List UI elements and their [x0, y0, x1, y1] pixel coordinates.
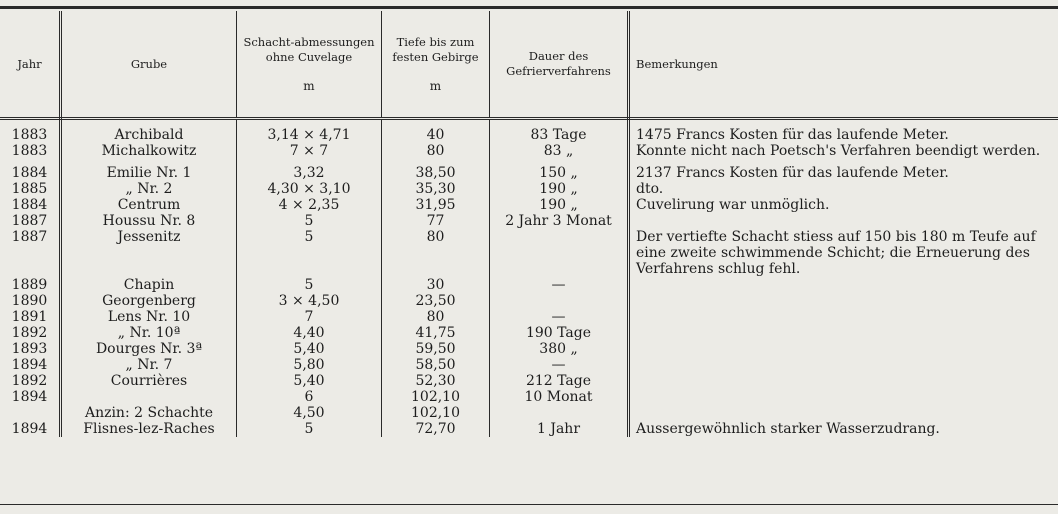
- cell-tiefe: 31,95: [382, 197, 490, 213]
- table-row: [0, 373, 1058, 389]
- cell-grube: „ Nr. 7: [61, 357, 237, 373]
- cell-bemerkungen: Konnte nicht nach Poetsch's Verfahren beendigt werden.: [636, 143, 1041, 159]
- cell-grube: Michalkowitz: [61, 143, 237, 159]
- table-row: [0, 341, 1058, 357]
- table-row: [0, 165, 1058, 181]
- cell-grube: [61, 389, 237, 405]
- table-row: [0, 197, 1058, 213]
- cell-jahr: 1884: [0, 197, 61, 213]
- cell-bemerkungen: 1475 Francs Kosten für das laufende Meter.: [636, 127, 949, 143]
- cell-jahr: 1894: [0, 357, 61, 373]
- cell-dauer: 212 Tage: [490, 373, 629, 389]
- cell-schacht: 5: [237, 421, 382, 437]
- cell-bemerkungen: [629, 373, 1058, 389]
- cell-tiefe: 80: [382, 143, 490, 159]
- top-rule: [0, 6, 1058, 9]
- header-jahr: Jahr: [0, 11, 61, 119]
- cell-jahr: 1883: [0, 143, 61, 159]
- table-row: [0, 213, 1058, 229]
- cell-tiefe: 30: [382, 277, 490, 293]
- cell-bemerkungen: [629, 341, 1058, 357]
- unit-tiefe: m: [429, 78, 442, 93]
- cell-jahr: 1887: [0, 229, 61, 277]
- header-bemerkungen: Bemerkungen: [629, 11, 1058, 119]
- cell-grube: Jessenitz: [61, 229, 237, 277]
- table-row: [0, 293, 1058, 309]
- cell-tiefe: 80: [382, 309, 490, 325]
- cell-dauer: 1 Jahr: [490, 421, 629, 437]
- cell-schacht: 4,30 × 3,10: [237, 181, 382, 197]
- cell-tiefe: 23,50: [382, 293, 490, 309]
- cell-grube: Anzin: 2 Schachte: [61, 405, 237, 421]
- table-row: [0, 229, 1058, 277]
- cell-jahr: 1885: [0, 181, 61, 197]
- freezing-shaft-table: [0, 11, 1058, 437]
- unit-schacht: m: [303, 78, 315, 93]
- bottom-rule: [0, 504, 1058, 505]
- cell-bemerkungen: [629, 293, 1058, 309]
- cell-grube: Courrières: [61, 373, 237, 389]
- cell-grube: „ Nr. 2: [61, 181, 237, 197]
- cell-tiefe: 38,50: [382, 165, 490, 181]
- cell-tiefe: 77: [382, 213, 490, 229]
- cell-dauer: 2 Jahr 3 Monat: [490, 213, 629, 229]
- cell-grube: Houssu Nr. 8: [61, 213, 237, 229]
- header-schacht: Schacht-abmessungen ohne Cuvelage m: [237, 11, 382, 119]
- cell-tiefe: 102,10: [382, 389, 490, 405]
- cell-tiefe: 52,30: [382, 373, 490, 389]
- cell-jahr: 1887: [0, 213, 61, 229]
- cell-schacht: 5,80: [237, 357, 382, 373]
- cell-tiefe: 41,75: [382, 325, 490, 341]
- cell-dauer: [490, 229, 629, 277]
- cell-tiefe: 80: [382, 229, 490, 277]
- cell-schacht: 5,40: [237, 373, 382, 389]
- cell-tiefe: 35,30: [382, 181, 490, 197]
- cell-jahr: [0, 405, 61, 421]
- cell-bemerkungen: [629, 309, 1058, 325]
- cell-dauer: 380 „: [490, 341, 629, 357]
- cell-bemerkungen: 2137 Francs Kosten für das laufende Meter.: [636, 165, 949, 181]
- cell-bemerkungen: [629, 325, 1058, 341]
- cell-tiefe: 40: [382, 119, 490, 144]
- cell-jahr: 1894: [0, 389, 61, 405]
- cell-grube: Archibald: [61, 119, 237, 144]
- header-grube: Grube: [61, 11, 237, 119]
- table-row: [0, 357, 1058, 373]
- cell-grube: „ Nr. 10ª: [61, 325, 237, 341]
- cell-dauer: 190 „: [490, 197, 629, 213]
- cell-schacht: 7: [237, 309, 382, 325]
- cell-schacht: 5,40: [237, 341, 382, 357]
- cell-grube: Centrum: [61, 197, 237, 213]
- cell-dauer: 150 „: [490, 165, 629, 181]
- cell-schacht: 3,14 × 4,71: [237, 119, 382, 144]
- header-tiefe: Tiefe bis zum festen Gebirge m: [382, 11, 490, 119]
- cell-schacht: 3,32: [237, 165, 382, 181]
- cell-jahr: 1891: [0, 309, 61, 325]
- cell-jahr: 1889: [0, 277, 61, 293]
- cell-jahr: 1892: [0, 325, 61, 341]
- cell-jahr: 1884: [0, 165, 61, 181]
- table-row: [0, 143, 1058, 159]
- cell-dauer: 190 Tage: [490, 325, 629, 341]
- table-row: [0, 119, 1058, 144]
- cell-schacht: 4 × 2,35: [237, 197, 382, 213]
- cell-dauer: [490, 293, 629, 309]
- header-row: [0, 11, 1058, 119]
- cell-dauer: —: [490, 309, 629, 325]
- cell-schacht: 7 × 7: [237, 143, 382, 159]
- cell-jahr: 1890: [0, 293, 61, 309]
- cell-tiefe: 72,70: [382, 421, 490, 437]
- cell-tiefe: 58,50: [382, 357, 490, 373]
- cell-grube: Emilie Nr. 1: [61, 165, 237, 181]
- table-row: [0, 325, 1058, 341]
- table-row: [0, 309, 1058, 325]
- cell-schacht: 4,50: [237, 405, 382, 421]
- cell-schacht: 6: [237, 389, 382, 405]
- table-row: [0, 389, 1058, 405]
- cell-schacht: 5: [237, 277, 382, 293]
- cell-grube: Chapin: [61, 277, 237, 293]
- cell-tiefe: 102,10: [382, 405, 490, 421]
- cell-bemerkungen: Aussergewöhnlich starker Wasserzudrang.: [636, 421, 940, 437]
- cell-grube: Dourges Nr. 3ª: [61, 341, 237, 357]
- cell-schacht: 5: [237, 229, 382, 277]
- cell-jahr: 1892: [0, 373, 61, 389]
- cell-grube: Lens Nr. 10: [61, 309, 237, 325]
- table-row: [0, 181, 1058, 197]
- cell-schacht: 3 × 4,50: [237, 293, 382, 309]
- cell-jahr: 1894: [0, 421, 61, 437]
- cell-bemerkungen: Cuvelirung war unmöglich.: [636, 197, 830, 213]
- cell-schacht: 5: [237, 213, 382, 229]
- cell-bemerkungen: dto.: [636, 181, 664, 197]
- header-dauer: Dauer des Gefrierverfahrens: [490, 11, 629, 119]
- cell-bemerkungen: [629, 405, 1058, 421]
- cell-jahr: 1883: [0, 119, 61, 144]
- cell-dauer: 83 Tage: [490, 119, 629, 144]
- table-row: [0, 277, 1058, 293]
- table-body: [0, 119, 1058, 438]
- cell-schacht: 4,40: [237, 325, 382, 341]
- cell-bemerkungen: [629, 389, 1058, 405]
- cell-grube: Flisnes-lez-Raches: [61, 421, 237, 437]
- cell-bemerkungen: [629, 277, 1058, 293]
- cell-dauer: 190 „: [490, 181, 629, 197]
- cell-dauer: —: [490, 277, 629, 293]
- cell-jahr: 1893: [0, 341, 61, 357]
- cell-bemerkungen: [629, 213, 1058, 229]
- cell-dauer: [490, 405, 629, 421]
- table-row: [0, 421, 1058, 437]
- cell-grube: Georgenberg: [61, 293, 237, 309]
- cell-bemerkungen: [629, 357, 1058, 373]
- table-row: [0, 405, 1058, 421]
- cell-dauer: 83 „: [490, 143, 629, 159]
- cell-dauer: 10 Monat: [490, 389, 629, 405]
- cell-dauer: —: [490, 357, 629, 373]
- cell-tiefe: 59,50: [382, 341, 490, 357]
- cell-bemerkungen: Der vertiefte Schacht stiess auf 150 bis 180 m Teufe auf eine zweite schwimmende Schicht; die Erneuerung des Verfahrens schlug fehl.: [636, 229, 1036, 277]
